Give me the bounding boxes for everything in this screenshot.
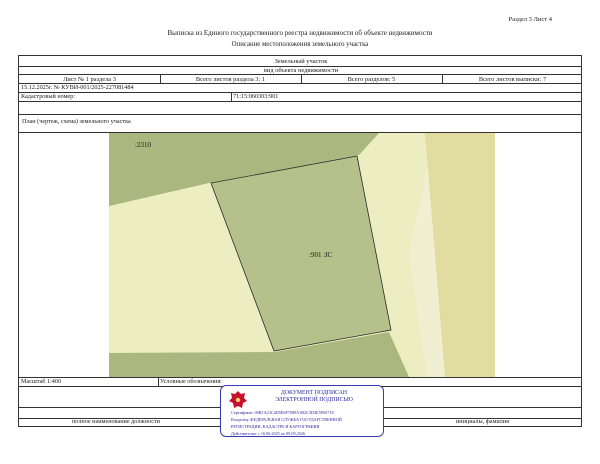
- cadastral-label: Кадастровый номер:: [21, 93, 76, 100]
- col-divider: [158, 377, 159, 386]
- electronic-signature-stamp: [220, 385, 384, 437]
- position-caption: полное наименование должности: [72, 418, 160, 425]
- document-subtitle: Описание местоположения земельного участка: [231, 41, 369, 48]
- legend-label: Условные обозначения:: [160, 378, 222, 385]
- total-sheets-extract: Всего листов выписки: 7: [478, 76, 547, 83]
- signature-caption: инициалы, фамилия: [456, 418, 509, 425]
- cadastral-number: 71:15:060303:901: [233, 93, 279, 100]
- stamp-certificate: Сертификат: 00B1A23C4D5E6F7089A1B2C3D4E5F60718: [231, 410, 334, 415]
- extract-number: 15.12.2025г. № КУВИ-001/2025-227081484: [21, 84, 134, 91]
- row-divider: [19, 114, 581, 115]
- parcel-label: :901 :IC: [309, 251, 333, 259]
- section-sheet-number: Раздел 3 Лист 4: [508, 16, 552, 23]
- stamp-owner: Владелец: ФЕДЕРАЛЬНАЯ СЛУЖБА ГОСУДАРСТВЕННОЙ: [231, 417, 342, 422]
- total-sheets-section: Всего листов раздела 3: 1: [195, 76, 266, 83]
- stamp-owner-cont: РЕГИСТРАЦИИ, КАДАСТРА И КАРТОГРАФИИ: [231, 424, 320, 429]
- document-title: Выписка из Единого государственного реестра недвижимости об объекте недвижимости: [167, 29, 433, 37]
- object-type-caption: вид объекта недвижимости: [263, 67, 339, 74]
- row-divider: [19, 74, 581, 75]
- row-divider: [19, 92, 581, 93]
- extract-form: [18, 55, 582, 427]
- coat-of-arms-icon: [228, 390, 248, 412]
- sheet-of-section: Лист № 1 раздела 3: [63, 76, 116, 83]
- plan-title: План (чертеж, схема) земельного участка: [22, 118, 131, 125]
- stamp-title-line2: ЭЛЕКТРОННОЙ ПОДПИСЬЮ: [275, 397, 353, 403]
- stamp-validity: Действителен: с 16.06.2025 по 09.09.2026: [231, 431, 306, 436]
- object-type: Земельный участок: [274, 58, 328, 65]
- row-divider: [19, 377, 581, 378]
- scale-label: Масштаб 1:400: [21, 378, 62, 385]
- parcel-plan-svg: [109, 133, 495, 377]
- parcel-plan-map: [109, 133, 495, 377]
- col-divider: [231, 92, 232, 101]
- total-sections: Всего разделов: 5: [347, 76, 396, 83]
- neighbor-label: :2310: [135, 141, 151, 149]
- row-divider: [19, 101, 581, 102]
- stamp-title-line1: ДОКУМЕНТ ПОДПИСАН: [280, 390, 348, 396]
